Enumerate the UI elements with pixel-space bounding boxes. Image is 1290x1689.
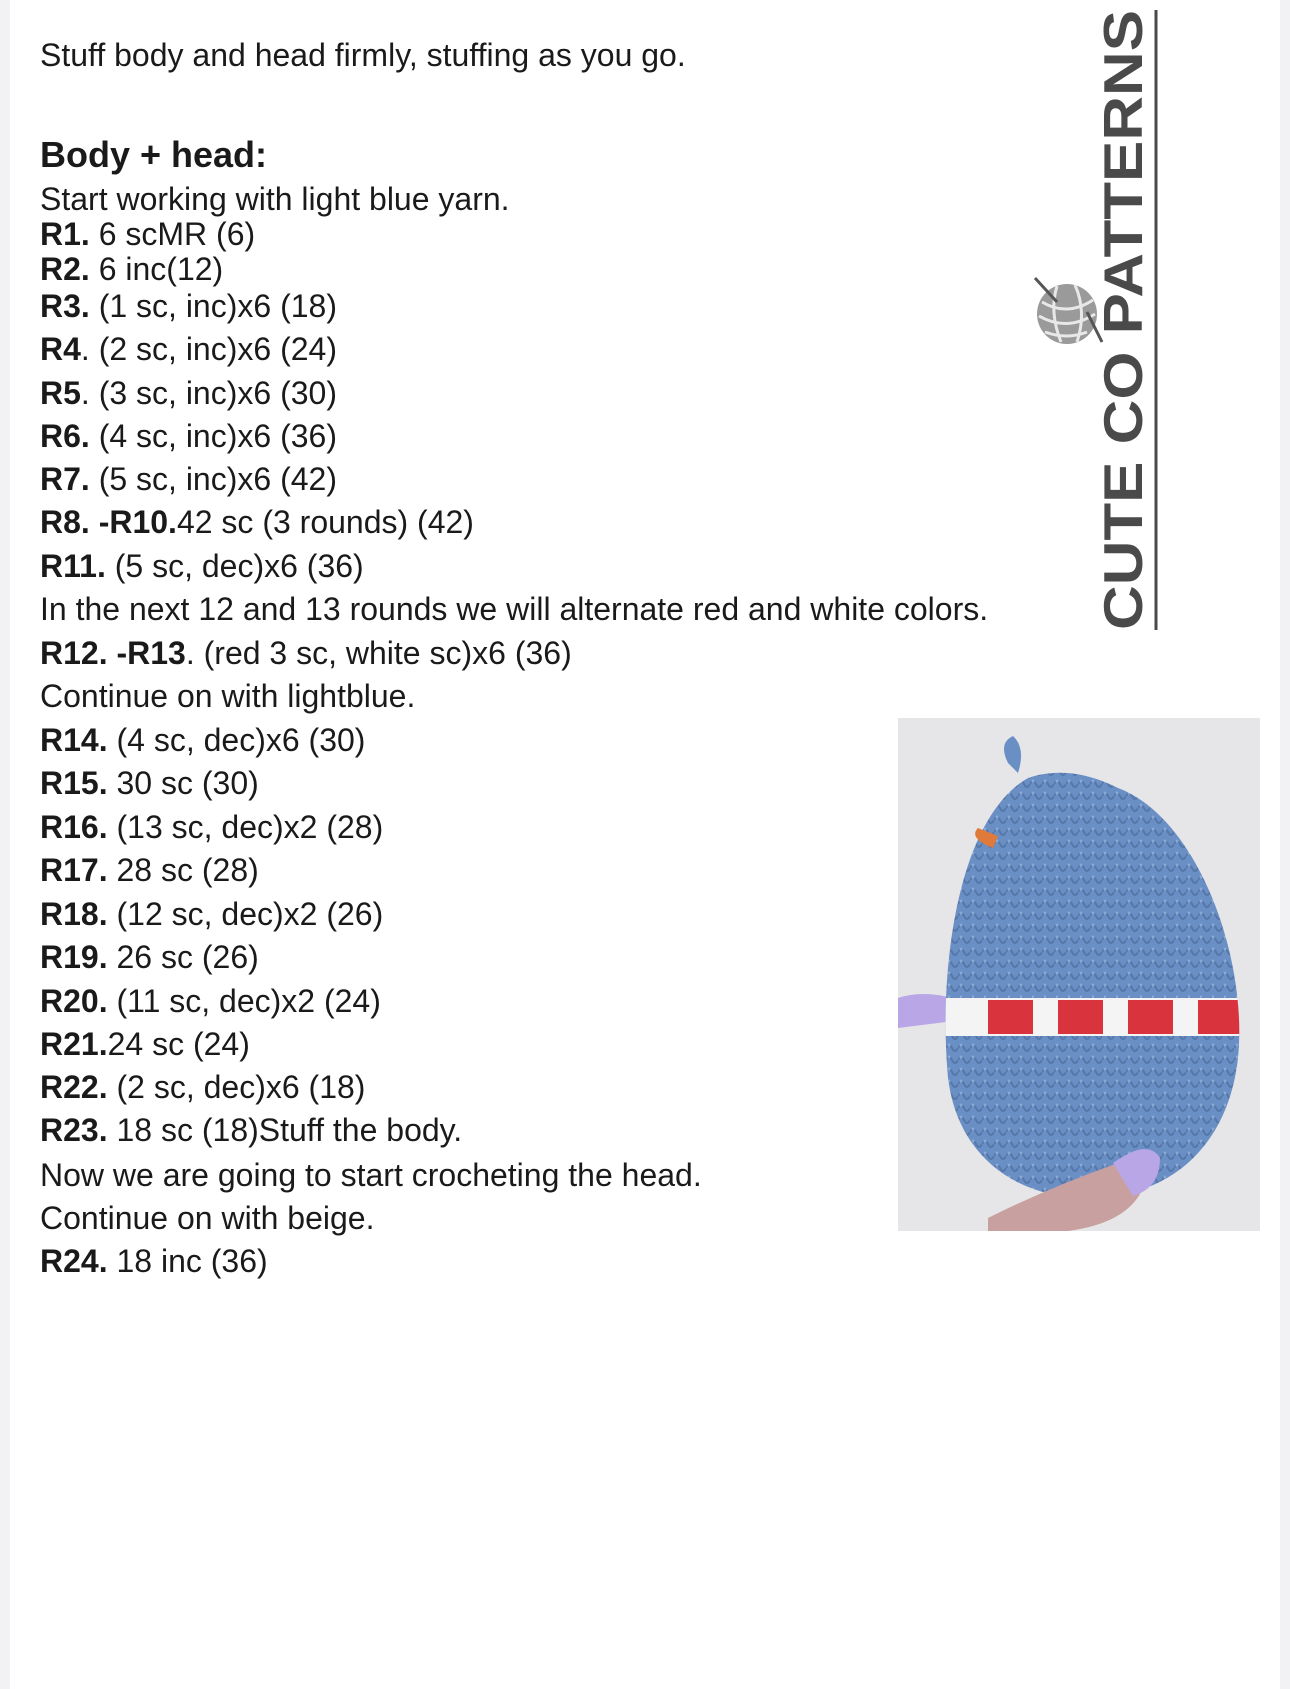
round-label: R6.: [40, 418, 90, 454]
crochet-photo: [898, 718, 1260, 1231]
round-label: R23.: [40, 1112, 108, 1148]
round-label: R19.: [40, 939, 108, 975]
round-instruction: (11 sc, dec)x2 (24): [107, 983, 381, 1019]
round-label: R14.: [40, 722, 108, 758]
round-instruction: Continue on with beige.: [40, 1200, 375, 1236]
round-instruction: In the next 12 and 13 rounds we will alternate red and white colors.: [40, 591, 989, 627]
round-label: R8. -R10.: [40, 504, 177, 540]
round-instruction: Continue on with lightblue.: [40, 678, 416, 714]
round-label: R4: [40, 331, 81, 367]
round-instruction: 18 sc (18)Stuff the body.: [107, 1112, 463, 1148]
instruction-line: [40, 938, 259, 976]
round-label: R24.: [40, 1243, 108, 1279]
round-label: R21.: [40, 1026, 108, 1062]
round-instruction: (12 sc, dec)x2 (26): [107, 896, 384, 932]
round-label: R18.: [40, 896, 108, 932]
round-instruction: (5 sc, inc)x6 (42): [89, 461, 337, 497]
instruction-line: [40, 1111, 462, 1149]
instruction-line: [40, 215, 255, 253]
instruction-line: [40, 417, 337, 455]
yarn-ball-icon: [1027, 272, 1107, 352]
instruction-line: [40, 1025, 250, 1063]
round-instruction: (2 sc, dec)x6 (18): [107, 1069, 366, 1105]
round-label: R1.: [40, 216, 90, 252]
instruction-line: [40, 180, 510, 218]
round-instruction: . (3 sc, inc)x6 (30): [80, 375, 337, 411]
instruction-line: [40, 374, 337, 412]
instruction-line: [40, 1242, 268, 1280]
instruction-line: [40, 851, 259, 889]
round-instruction: 6 scMR (6): [89, 216, 256, 252]
round-instruction: (4 sc, inc)x6 (36): [89, 418, 337, 454]
section-heading: Body + head:: [40, 134, 268, 175]
round-instruction: Start working with light blue yarn.: [40, 181, 510, 217]
round-label: R20.: [40, 983, 108, 1019]
instruction-line: [40, 590, 988, 628]
round-instruction: 18 inc (36): [107, 1243, 268, 1279]
pattern-page: [10, 0, 1280, 1689]
instruction-line: [40, 1156, 702, 1194]
round-label: R11.: [40, 548, 106, 584]
round-instruction: 26 sc (26): [107, 939, 259, 975]
round-label: R5: [40, 375, 81, 411]
instruction-line: [40, 721, 365, 759]
round-label: R15.: [40, 765, 108, 801]
instruction-line: [40, 677, 415, 715]
instruction-line: [40, 895, 383, 933]
instruction-line: [40, 634, 572, 672]
round-label: R2.: [40, 251, 90, 287]
round-instruction: (4 sc, dec)x6 (30): [107, 722, 366, 758]
round-instruction: 24 sc (24): [107, 1026, 250, 1062]
instruction-line: [40, 287, 337, 325]
round-label: R22.: [40, 1069, 108, 1105]
round-instruction: . (2 sc, inc)x6 (24): [80, 331, 337, 367]
round-label: R7.: [40, 461, 90, 497]
instruction-line: [40, 982, 381, 1020]
round-instruction: 30 sc (30): [107, 765, 259, 801]
round-instruction: . (red 3 sc, white sc)x6 (36): [185, 635, 572, 671]
instruction-line: [40, 764, 259, 802]
logo-text: CUTE CO PATTERNS: [1092, 78, 1154, 630]
round-instruction: 42 sc (3 rounds) (42): [176, 504, 474, 540]
round-label: R16.: [40, 809, 108, 845]
instruction-line: [40, 808, 383, 846]
instruction-line: [40, 250, 223, 288]
instruction-line: [40, 330, 337, 368]
round-label: R3.: [40, 288, 90, 324]
round-label: R17.: [40, 852, 108, 888]
round-instruction: (5 sc, dec)x6 (36): [105, 548, 364, 584]
round-instruction: 28 sc (28): [107, 852, 259, 888]
round-instruction: (1 sc, inc)x6 (18): [89, 288, 337, 324]
round-instruction: 6 inc(12): [89, 251, 224, 287]
instruction-line: [40, 503, 474, 541]
instruction-line: [40, 460, 337, 498]
round-label: R12. -R13: [40, 635, 186, 671]
instruction-line: [40, 1068, 365, 1106]
round-instruction: Now we are going to start crocheting the head.: [40, 1157, 702, 1193]
instruction-line: [40, 1199, 374, 1237]
round-instruction: (13 sc, dec)x2 (28): [107, 809, 384, 845]
intro-text: Stuff body and head firmly, stuffing as you go.: [40, 37, 686, 73]
instruction-line: [40, 547, 364, 585]
